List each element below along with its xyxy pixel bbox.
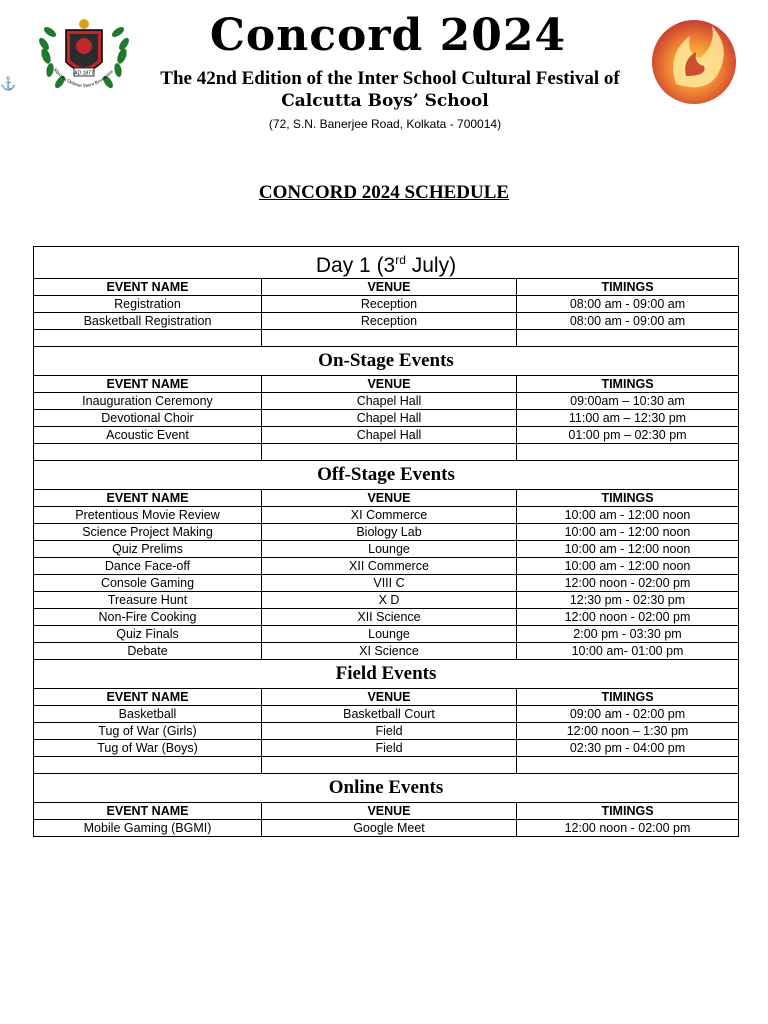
anchor-icon: ⚓ xyxy=(0,76,17,91)
header-row: EVENT NAME VENUE TIMINGS xyxy=(34,803,739,820)
crest-motto: Maxima Debetur Puero Reverentia xyxy=(51,67,115,90)
table-row: Quiz Finals Lounge 2:00 pm - 03:30 pm xyxy=(34,626,739,643)
school-address: (72, S.N. Banerjee Road, Kolkata - 700014) xyxy=(268,117,502,131)
table-row: Basketball Basketball Court 09:00 am - 02:00 pm xyxy=(34,706,739,723)
table-row: Registration Reception 08:00 am - 09:00 am xyxy=(34,296,739,313)
schedule-title: CONCORD 2024 SCHEDULE xyxy=(258,182,510,203)
svg-text:AD 1877: AD 1877 xyxy=(74,70,94,77)
section-title-field: Field Events xyxy=(34,660,739,689)
festival-subtitle: The 42nd Edition of the Inter School Cultural Festival of xyxy=(160,68,620,89)
table-row: Acoustic Event Chapel Hall 01:00 pm – 02:30 pm xyxy=(34,427,739,444)
festival-title: Concord 2024 xyxy=(209,10,567,61)
section-title-onstage: On-Stage Events xyxy=(34,347,739,376)
header-row: EVENT NAME VENUE TIMINGS xyxy=(34,689,739,706)
table-row: Inauguration Ceremony Chapel Hall 09:00am – 10:30 am xyxy=(34,393,739,410)
table-row: Basketball Registration Reception 08:00 am - 09:00 am xyxy=(34,313,739,330)
blank-row xyxy=(34,444,739,461)
section-title-offstage: Off-Stage Events xyxy=(34,461,739,490)
blank-row xyxy=(34,330,739,347)
header-row: EVENT NAME VENUE TIMINGS xyxy=(34,279,739,296)
table-row: Dance Face-off XII Commerce 10:00 am - 12:00 noon xyxy=(34,558,739,575)
table-row: Devotional Choir Chapel Hall 11:00 am – 12:30 pm xyxy=(34,410,739,427)
table-row: Mobile Gaming (BGMI) Google Meet 12:00 noon - 02:00 pm xyxy=(34,820,739,837)
table-row: Debate XI Science 10:00 am- 01:00 pm xyxy=(34,643,739,660)
table-row: Science Project Making Biology Lab 10:00 am - 12:00 noon xyxy=(34,524,739,541)
section-title-online: Online Events xyxy=(34,774,739,803)
table-row: Tug of War (Boys) Field 02:30 pm - 04:00 pm xyxy=(34,740,739,757)
blank-row xyxy=(34,757,739,774)
table-row: Quiz Prelims Lounge 10:00 am - 12:00 noon xyxy=(34,541,739,558)
table-row: Console Gaming VIII C 12:00 noon - 02:00 pm xyxy=(34,575,739,592)
school-name: Calcutta Boys’ School xyxy=(281,91,489,111)
header-row: EVENT NAME VENUE TIMINGS xyxy=(34,490,739,507)
day-title: Day 1 (3rd July) xyxy=(34,247,739,279)
table-row: Pretentious Movie Review XI Commerce 10:00 am - 12:00 noon xyxy=(34,507,739,524)
table-row: Non-Fire Cooking XII Science 12:00 noon - 02:00 pm xyxy=(34,609,739,626)
table-row: Tug of War (Girls) Field 12:00 noon – 1:30 pm xyxy=(34,723,739,740)
schedule-table xyxy=(33,246,739,837)
header-row: EVENT NAME VENUE TIMINGS xyxy=(34,376,739,393)
table-row: Treasure Hunt X D 12:30 pm - 02:30 pm xyxy=(34,592,739,609)
